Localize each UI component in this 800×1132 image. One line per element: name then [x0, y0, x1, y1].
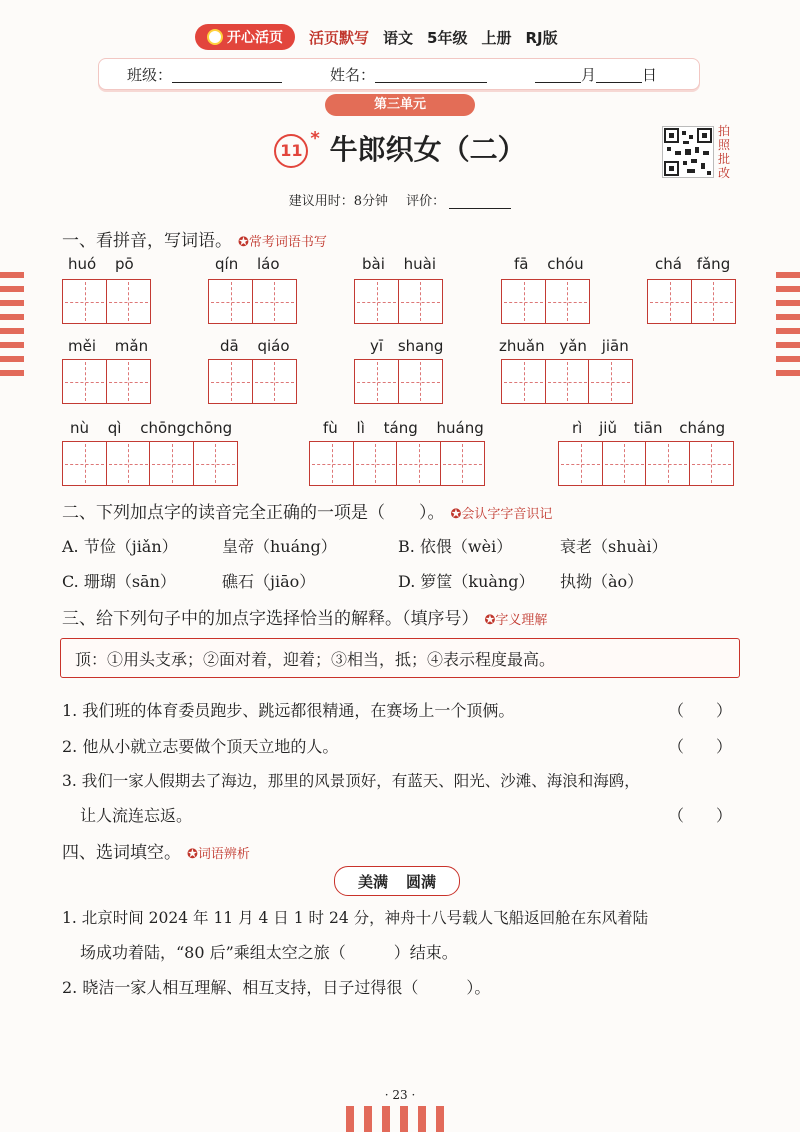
month-field[interactable]: [535, 66, 581, 83]
write-boxes-2[interactable]: [208, 279, 297, 324]
write-boxes-10[interactable]: [62, 441, 238, 486]
day-label: 日: [642, 65, 658, 84]
evaluation-label: 评价：: [406, 194, 446, 209]
lesson-title-text: 牛郎织女（二）: [329, 133, 526, 166]
section3-heading: [62, 604, 547, 629]
month-label: 月: [581, 65, 597, 84]
option-c2: 礁石（jiāo）: [222, 572, 316, 591]
option-a1: A. 节俭（jiǎn）: [62, 537, 178, 556]
write-boxes-11[interactable]: [309, 441, 485, 486]
write-boxes-1[interactable]: [62, 279, 151, 324]
sentence-1: 1. 我们班的体育委员跑步、跳远都很精通，在赛场上一个顶俩。: [62, 701, 515, 720]
fill-question-1a: 1. 北京时间 2024 年 11 月 4 日 1 时 24 分，神舟十八号载人飞船返回舱在东风着陆: [62, 909, 649, 927]
write-boxes-9[interactable]: [501, 359, 633, 404]
option-c1: C. 珊瑚（sān）: [62, 572, 176, 591]
pinyin-8: yī shang: [370, 337, 444, 355]
word-options-box: [334, 866, 460, 896]
brand-logo: [195, 24, 295, 50]
header-bar: [195, 22, 558, 52]
section2-heading: [62, 498, 552, 523]
unit-badge: 第三单元: [325, 94, 475, 116]
pinyin-6: měi mǎn: [68, 337, 149, 355]
write-boxes-7[interactable]: [208, 359, 297, 404]
answer-paren-3[interactable]: （ ）: [668, 806, 733, 825]
time-line: [0, 190, 800, 209]
class-label: 班级：: [127, 65, 173, 84]
name-field[interactable]: [375, 66, 487, 83]
qr-code-icon: [663, 127, 713, 177]
pinyin-5: chá fǎng: [655, 255, 731, 273]
grade-label: 5年级: [427, 28, 468, 47]
pinyin-7: dā qiáo: [220, 337, 290, 355]
write-boxes-5[interactable]: [647, 279, 736, 324]
bottom-tab: [400, 1106, 408, 1132]
sentence-3b: 让人流连忘返。: [80, 806, 193, 825]
meaning-text: 顶：①用头支承；②面对着，迎着；③相当，抵；④表示程度最高。: [75, 649, 556, 669]
word-option-2: 圆满: [406, 872, 437, 891]
option-d1: D. 箩筐（kuàng）: [398, 572, 535, 591]
name-label: 姓名：: [330, 65, 376, 84]
lesson-number: 11: [274, 134, 308, 168]
write-boxes-12[interactable]: [558, 441, 734, 486]
qr-caption: 拍照批改: [718, 124, 731, 180]
suggested-time: 建议用时：8分钟: [288, 194, 388, 209]
pinyin-12: rì jiǔ tiān cháng: [572, 419, 726, 437]
option-b1: B. 依偎（wèi）: [398, 537, 513, 556]
option-b2: 衰老（shuài）: [560, 537, 668, 556]
bottom-tab: [436, 1106, 444, 1132]
logo-ring-icon: [207, 29, 223, 45]
section1-tag: ✪常考词语书写: [238, 235, 327, 250]
bottom-tab: [382, 1106, 390, 1132]
day-field[interactable]: [596, 66, 642, 83]
pinyin-9: zhuǎn yǎn jiān: [499, 337, 629, 355]
section3-title: 三、给下列句子中的加点字选择恰当的解释。（填序号）: [62, 609, 479, 629]
section2-tag: ✪会认字字音识记: [450, 507, 553, 522]
pinyin-11: fù lì táng huáng: [323, 419, 484, 437]
bottom-tab: [418, 1106, 426, 1132]
section2-title: 二、下列加点字的读音完全正确的一项是（ ）。: [62, 503, 445, 523]
answer-paren-2[interactable]: （ ）: [668, 737, 733, 756]
write-boxes-8[interactable]: [354, 359, 443, 404]
write-boxes-3[interactable]: [354, 279, 443, 324]
meaning-box: [60, 638, 740, 678]
series-label: 活页默写: [309, 28, 370, 47]
write-boxes-6[interactable]: [62, 359, 151, 404]
sentence-2: 2. 他从小就立志要做个顶天立地的人。: [62, 737, 339, 756]
section1-heading: [62, 226, 327, 251]
qr-code[interactable]: [662, 126, 714, 178]
lesson-star: *: [310, 128, 320, 149]
pinyin-1: huó pō: [68, 255, 134, 273]
word-option-1: 美满: [357, 872, 388, 891]
section3-tag: ✪字义理解: [484, 613, 548, 628]
page-number: · 23 ·: [384, 1088, 416, 1102]
student-info-bar: [98, 58, 700, 90]
bottom-tab: [346, 1106, 354, 1132]
logo-text: 开心活页: [227, 30, 283, 46]
section4-title: 四、选词填空。: [62, 843, 181, 863]
sentence-3a: 3. 我们一家人假期去了海边，那里的风景顶好，有蓝天、阳光、沙滩、海浪和海鸥，: [62, 772, 640, 790]
fill-question-2: 2. 晓洁一家人相互理解、相互支持，日子过得很（ ）。: [62, 978, 491, 997]
pinyin-2: qín láo: [215, 255, 280, 273]
edition-label: RJ版: [525, 28, 558, 47]
evaluation-field[interactable]: [449, 192, 511, 209]
section1-title: 一、看拼音，写词语。: [62, 231, 232, 251]
fill-question-1b: 场成功着陆，“80 后”乘组太空之旅（ ）结束。: [80, 943, 458, 962]
answer-paren-1[interactable]: （ ）: [668, 701, 733, 720]
volume-label: 上册: [481, 28, 512, 47]
bottom-tab: [364, 1106, 372, 1132]
pinyin-10: nù qì chōngchōng: [70, 419, 233, 437]
option-a2: 皇帝（huáng）: [222, 537, 337, 556]
pinyin-4: fā chóu: [514, 255, 584, 273]
option-d2: 执拗（ào）: [560, 572, 644, 591]
subject-label: 语文: [383, 28, 414, 47]
class-field[interactable]: [172, 66, 282, 83]
section4-heading: [62, 838, 250, 863]
write-boxes-4[interactable]: [501, 279, 590, 324]
section4-tag: ✪词语辨析: [187, 847, 250, 862]
pinyin-3: bài huài: [362, 255, 437, 273]
